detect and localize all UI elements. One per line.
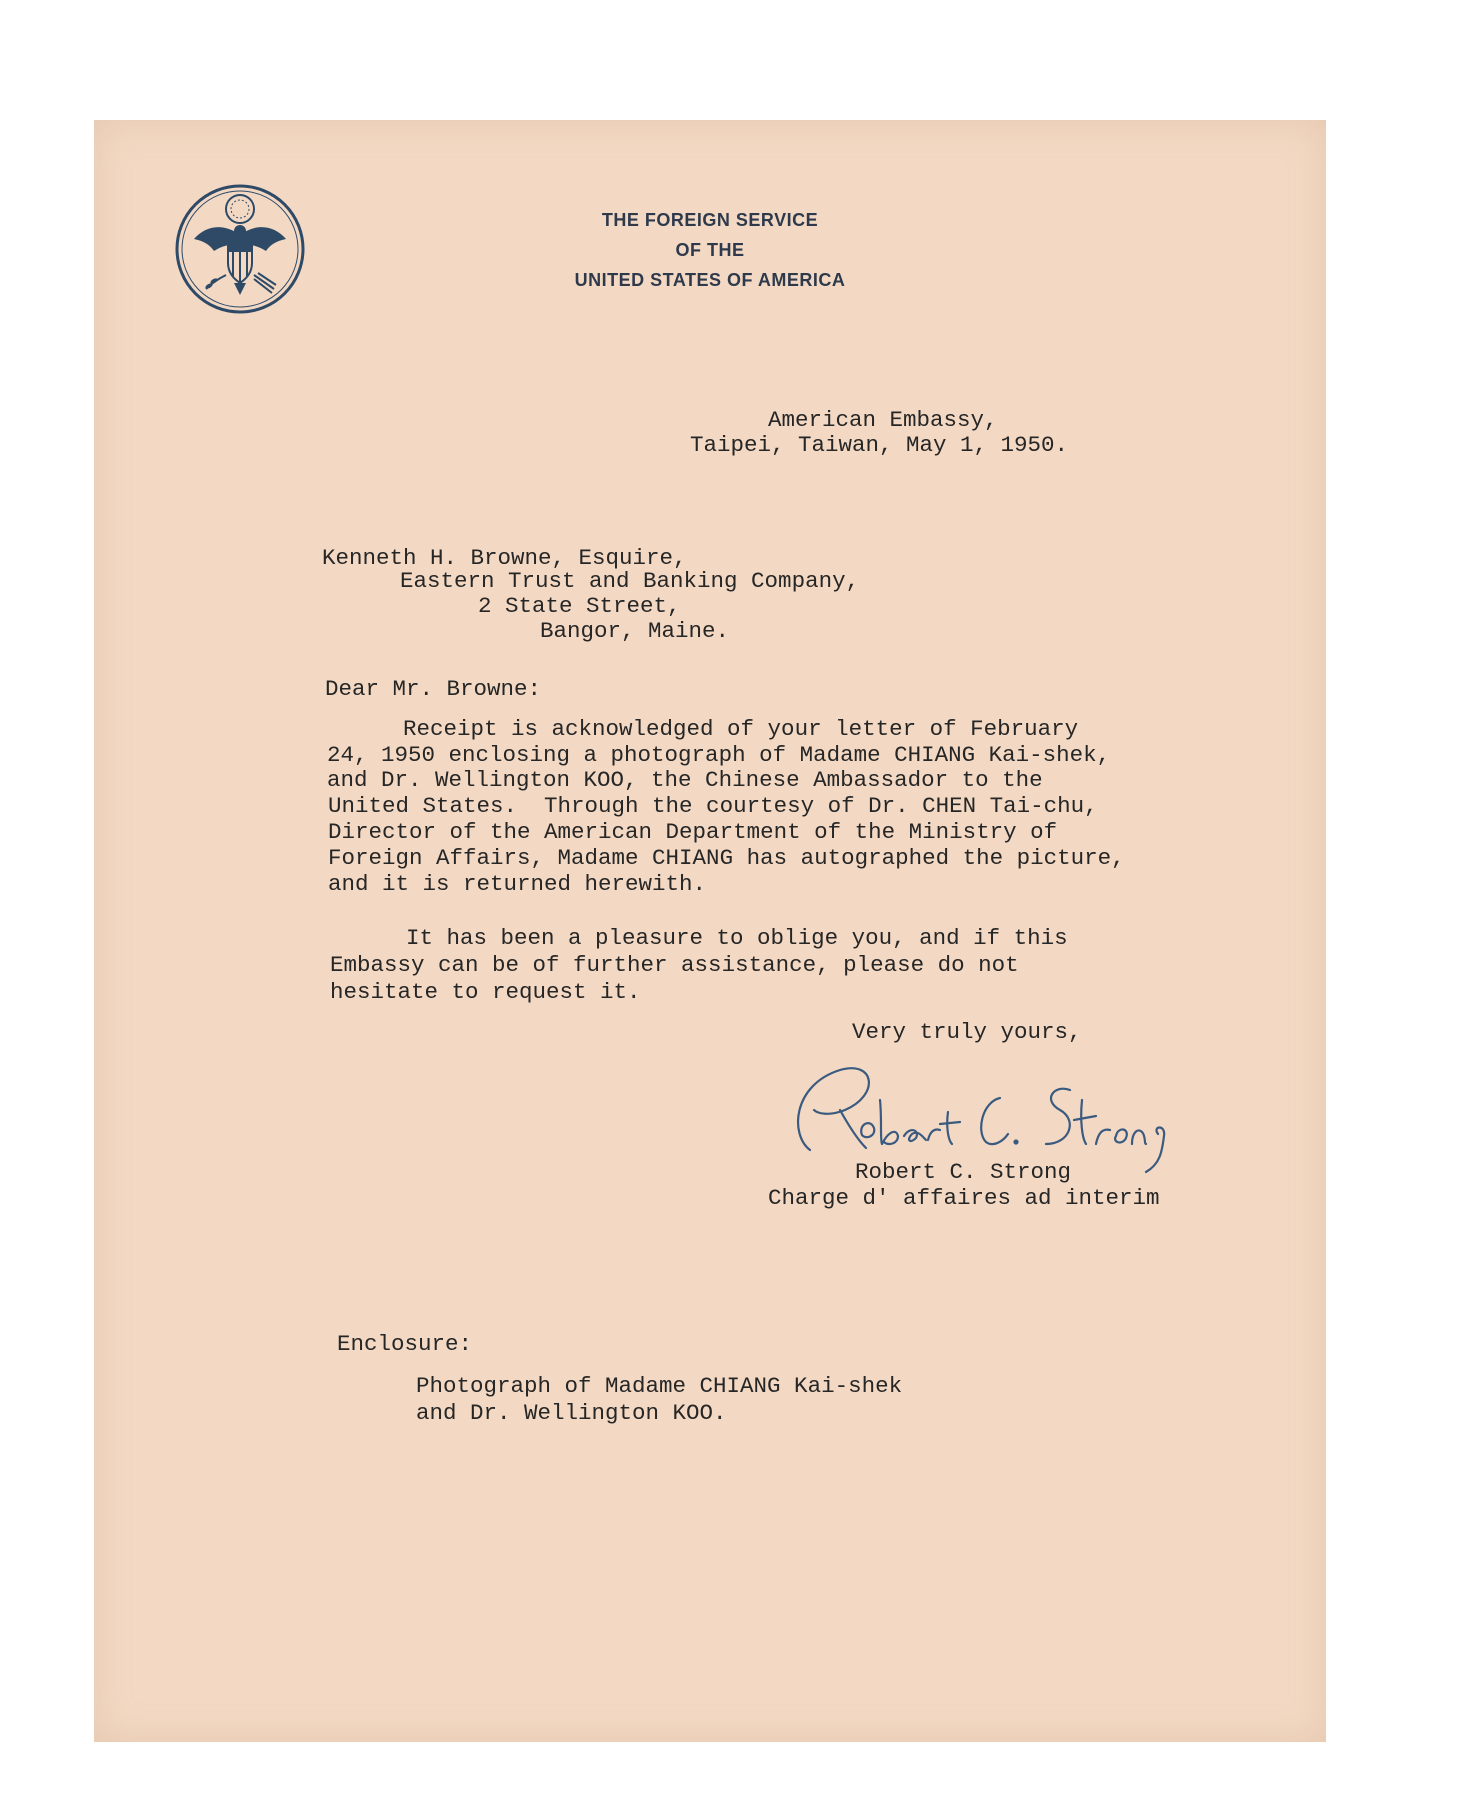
body-p1-line: and it is returned herewith. — [328, 871, 707, 897]
body-p1-line: Receipt is acknowledged of your letter of February — [403, 716, 1079, 742]
sender-date-line: Taipei, Taiwan, May 1, 1950. — [690, 432, 1069, 458]
enclosure-line-2: and Dr. Wellington KOO. — [416, 1400, 727, 1426]
recipient-line-4: Bangor, Maine. — [540, 618, 730, 644]
body-p2-line: Embassy can be of further assistance, please do not — [330, 952, 1019, 978]
letterhead-line-1: THE FOREIGN SERVICE — [601, 210, 819, 230]
closing: Very truly yours, — [852, 1019, 1082, 1045]
typed-name: Robert C. Strong — [855, 1159, 1072, 1185]
body-p2-line: It has been a pleasure to oblige you, and if this — [406, 925, 1068, 951]
recipient-line-1: Kenneth H. Browne, Esquire, — [322, 545, 687, 571]
body-p1-line: 24, 1950 enclosing a photograph of Madame CHIANG Kai-shek, — [327, 742, 1111, 768]
enclosure-label: Enclosure: — [337, 1331, 473, 1357]
letterhead-line-3: UNITED STATES OF AMERICA — [574, 270, 846, 290]
body-p2-line: hesitate to request it. — [330, 979, 641, 1005]
salutation: Dear Mr. Browne: — [325, 676, 542, 702]
signer-title: Charge d' affaires ad interim — [768, 1185, 1160, 1211]
sender-line-1: American Embassy, — [768, 407, 998, 433]
great-seal-icon — [174, 183, 306, 315]
letterhead-line-2: OF THE — [675, 240, 745, 260]
body-p1-line: United States. Through the courtesy of Dr. CHEN Tai-chu, — [328, 793, 1098, 819]
body-p1-line: and Dr. Wellington KOO, the Chinese Ambassador to the — [327, 767, 1043, 793]
body-p1-line: Director of the American Department of the Ministry of — [328, 819, 1058, 845]
body-p1-line: Foreign Affairs, Madame CHIANG has autographed the picture, — [328, 845, 1125, 871]
letterhead — [545, 205, 875, 295]
recipient-line-2: Eastern Trust and Banking Company, — [400, 568, 860, 594]
recipient-line-3: 2 State Street, — [478, 593, 681, 619]
enclosure-line-1: Photograph of Madame CHIANG Kai-shek — [416, 1373, 903, 1399]
